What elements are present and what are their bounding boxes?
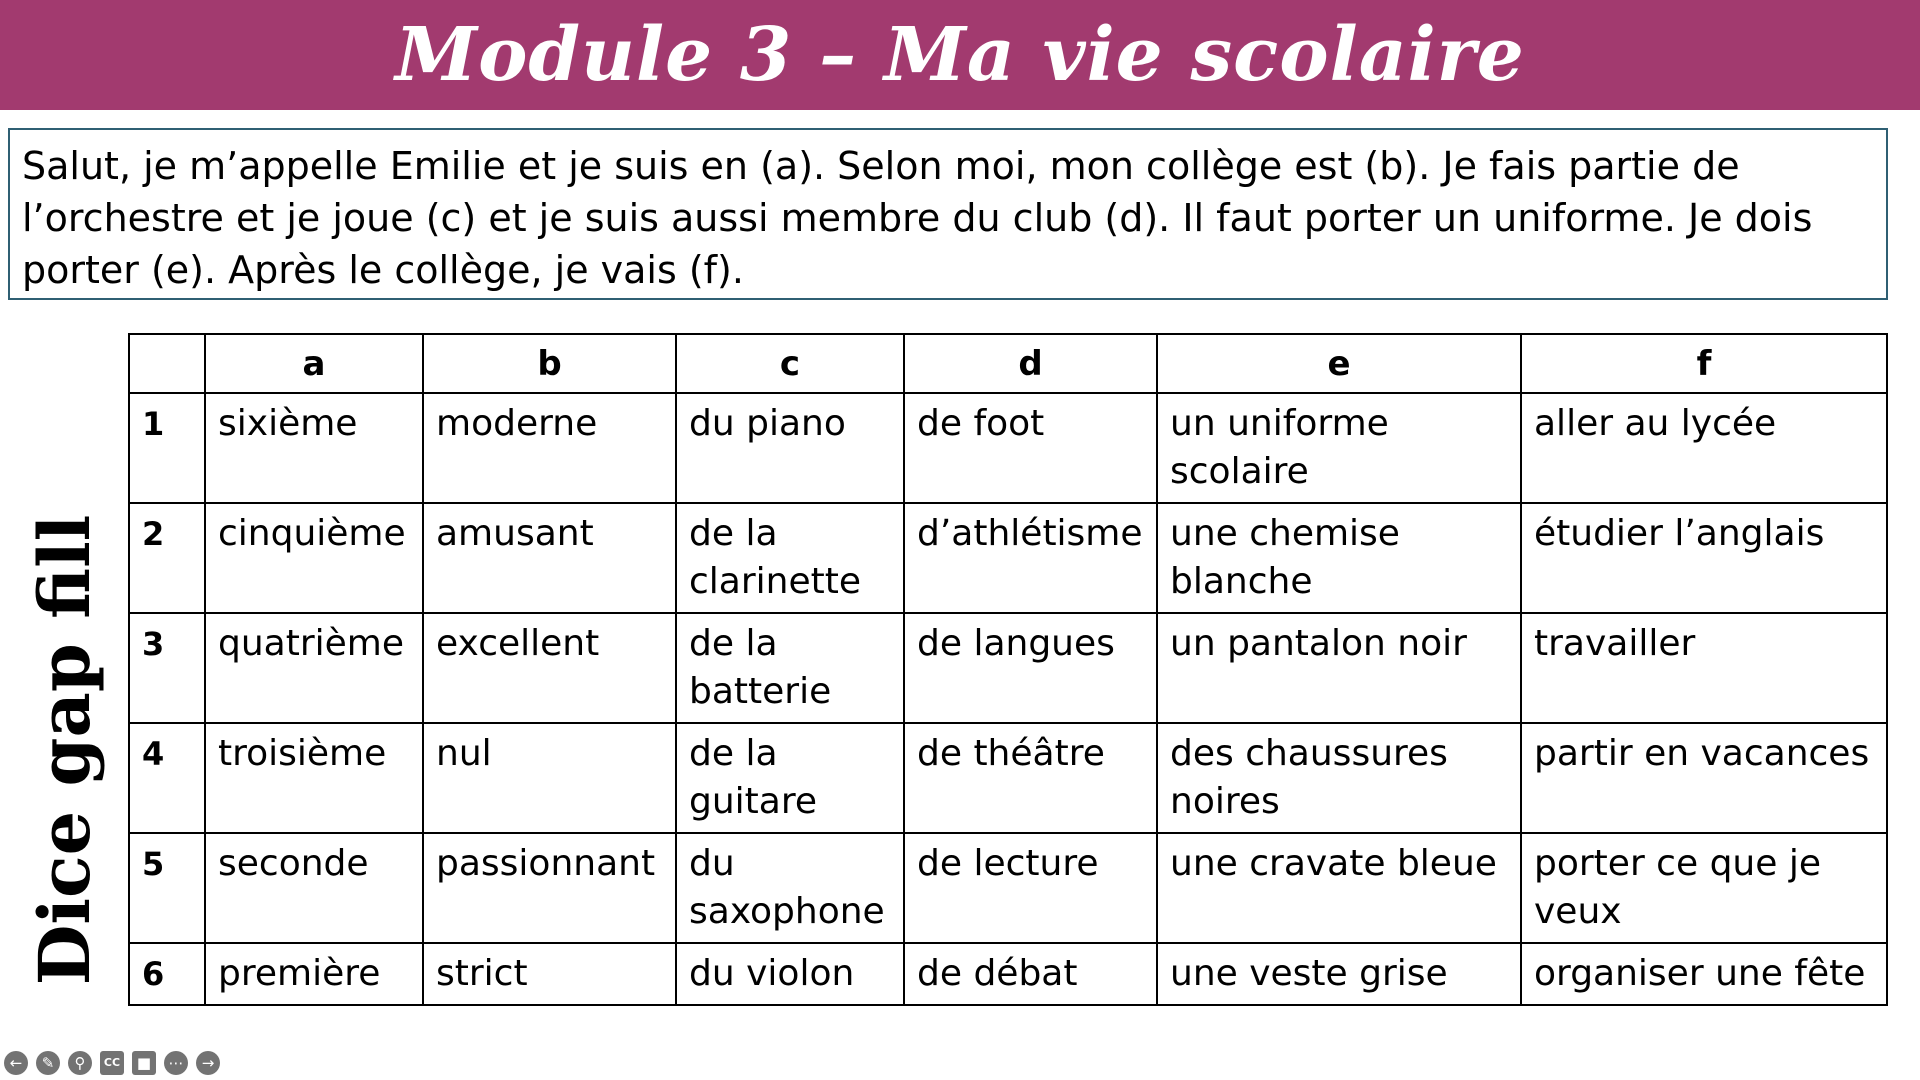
table-cell: cinquième <box>205 503 423 613</box>
table-row <box>129 503 1887 613</box>
table-cell: seconde <box>205 833 423 943</box>
table-row <box>129 613 1887 723</box>
table-cell: aller au lycée <box>1521 393 1887 503</box>
header-cell-a: a <box>205 334 423 393</box>
table-row <box>129 833 1887 943</box>
row-number: 5 <box>129 833 205 943</box>
header-cell-c: c <box>676 334 904 393</box>
table-cell: strict <box>423 943 676 1005</box>
table-cell: du violon <box>676 943 904 1005</box>
header-cell-f: f <box>1521 334 1887 393</box>
gap-fill-paragraph: Salut, je m’appelle Emilie et je suis en (a). Selon moi, mon collège est (b). Je fais partie de l’orchestre et je joue (c) et je suis aussi membre du club (d). Il faut porter un uniforme. Je dois porter (e). Après le collège, je vais (f). <box>8 128 1888 300</box>
table-cell: de la batterie <box>676 613 904 723</box>
table-row <box>129 943 1887 1005</box>
table-cell: une veste grise <box>1157 943 1521 1005</box>
table-cell: de langues <box>904 613 1157 723</box>
zoom-icon[interactable]: ⚲ <box>68 1051 92 1075</box>
row-number: 1 <box>129 393 205 503</box>
more-icon[interactable]: ⋯ <box>164 1051 188 1075</box>
slide-title: Module 3 – Ma vie scolaire <box>395 12 1525 98</box>
table-cell: amusant <box>423 503 676 613</box>
table-cell: étudier l’anglais <box>1521 503 1887 613</box>
table-row <box>129 393 1887 503</box>
row-number: 4 <box>129 723 205 833</box>
table-cell: organiser une fête <box>1521 943 1887 1005</box>
table-cell: un pantalon noir <box>1157 613 1521 723</box>
table-cell: du piano <box>676 393 904 503</box>
table-cell: troisième <box>205 723 423 833</box>
table-cell: de débat <box>904 943 1157 1005</box>
dice-table <box>128 333 1888 1006</box>
row-number: 6 <box>129 943 205 1005</box>
table-cell: sixième <box>205 393 423 503</box>
camera-icon[interactable]: ■ <box>132 1051 156 1075</box>
header-cell-b: b <box>423 334 676 393</box>
table-cell: quatrième <box>205 613 423 723</box>
table-cell: de lecture <box>904 833 1157 943</box>
forward-icon[interactable]: → <box>196 1051 220 1075</box>
table-cell: nul <box>423 723 676 833</box>
title-banner <box>0 0 1920 110</box>
table-header-row <box>129 334 1887 393</box>
table-cell: de théâtre <box>904 723 1157 833</box>
table-cell: une cravate bleue <box>1157 833 1521 943</box>
header-cell-corner <box>129 334 205 393</box>
table-cell: porter ce que je veux <box>1521 833 1887 943</box>
table-cell: moderne <box>423 393 676 503</box>
table-cell: travailler <box>1521 613 1887 723</box>
table-row <box>129 723 1887 833</box>
table-cell: première <box>205 943 423 1005</box>
row-number: 3 <box>129 613 205 723</box>
table-cell: des chaussures noires <box>1157 723 1521 833</box>
table-cell: d’athlétisme <box>904 503 1157 613</box>
table-cell: de la clarinette <box>676 503 904 613</box>
table-cell: de la guitare <box>676 723 904 833</box>
table-cell: partir en vacances <box>1521 723 1887 833</box>
back-icon[interactable]: ← <box>4 1051 28 1075</box>
table-cell: du saxophone <box>676 833 904 943</box>
table-cell: passionnant <box>423 833 676 943</box>
table-cell: de foot <box>904 393 1157 503</box>
header-cell-e: e <box>1157 334 1521 393</box>
row-number: 2 <box>129 503 205 613</box>
table-cell: une chemise blanche <box>1157 503 1521 613</box>
header-cell-d: d <box>904 334 1157 393</box>
table-cell: excellent <box>423 613 676 723</box>
pen-icon[interactable]: ✎ <box>36 1051 60 1075</box>
side-label: Dice gap fill <box>23 514 106 986</box>
table-cell: un uniforme scolaire <box>1157 393 1521 503</box>
presentation-toolbar <box>4 1050 220 1076</box>
captions-icon[interactable]: CC <box>100 1051 124 1075</box>
